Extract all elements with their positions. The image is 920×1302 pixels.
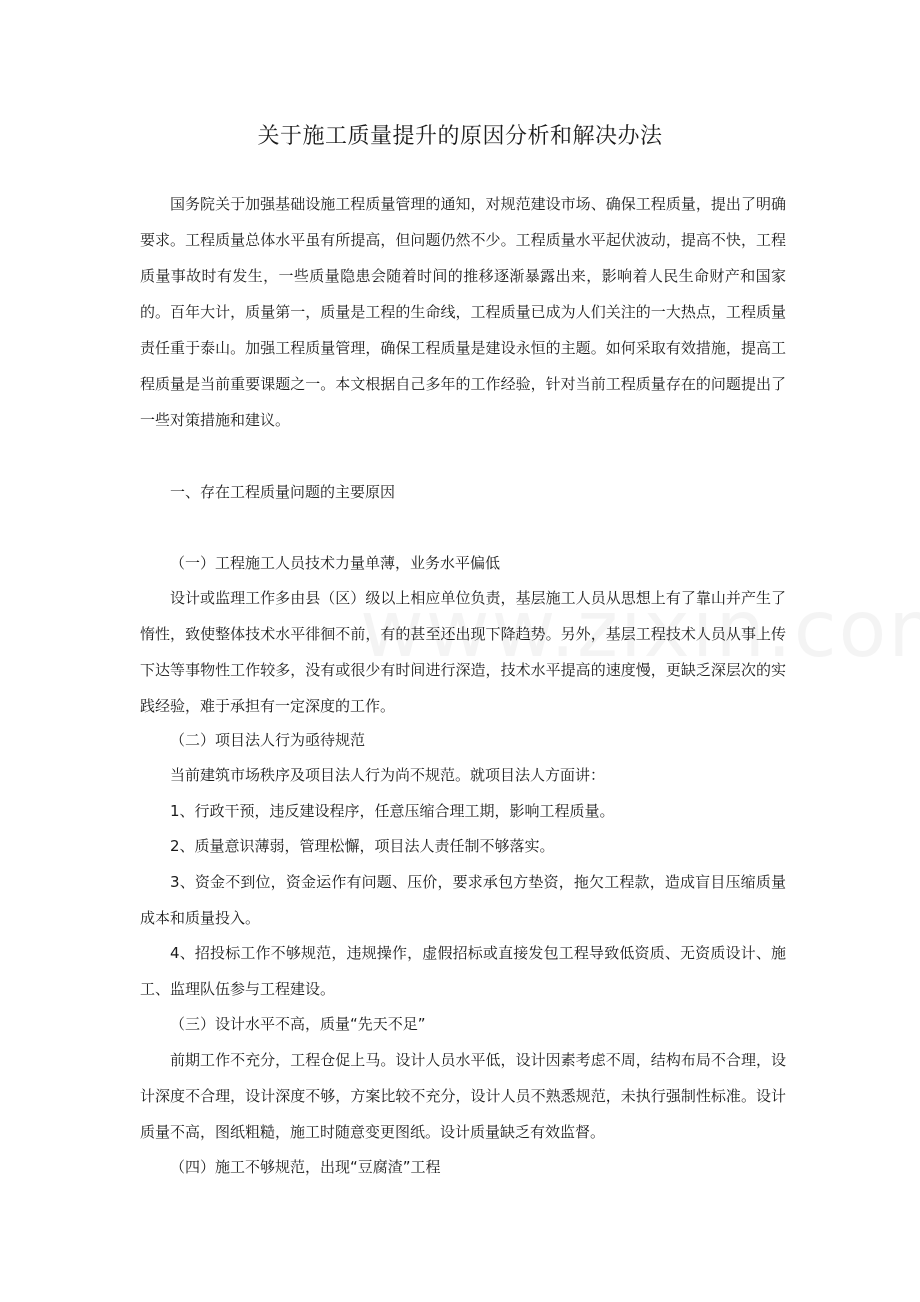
list-item-1: 1、行政干预，违反建设程序，任意压缩合理工期，影响工程质量。 xyxy=(170,802,615,820)
subsection-2-text: 当前建筑市场秩序及项目法人行为尚不规范。就项目法人方面讲： xyxy=(170,766,606,784)
intro-paragraph: 国务院关于加强基础设施工程质量管理的通知，对规范建设市场、确保工程质量，提出了明确要求。工程质量总体水平虽有所提高，但问题仍然不少。工程质量水平起伏波动，提高不快，工程质量事故时有发生，一些质量隐患会随着时间的推移逐渐暴露出来，影响着人民生命财产和国家的。百年大计，质量第一，质量是工程的生命线，工程质量已成为人们关注的一大热点，工程质量责任重于泰山。加强工程质量管理，确保工程质量是建设永恒的主题。如何采取有效措施，提高工程质量是当前重要课题之一。本文根据自己多年的工作经验，针对当前工程质量存在的问题提出了一些对策措施和建议。 xyxy=(140,195,786,429)
subsection-1-text: 设计或监理工作多由县（区）级以上相应单位负责，基层施工人员从思想上有了靠山并产生了惰性，致使整体技术水平徘徊不前，有的甚至还出现下降趋势。另外，基层工程技术人员从事上传下达等事物性工作较多，没有或很少有时间进行深造，技术水平提高的速度慢，更缺乏深层次的实践经验，难于承担有一定深度的工作。 xyxy=(140,589,786,715)
subsection-heading-3: （三）设计水平不高，质量“先天不足” xyxy=(170,1015,426,1033)
subsection-3-text: 前期工作不充分，工程仓促上马。设计人员水平低，设计因素考虑不周，结构布局不合理，设计深度不合理，设计深度不够，方案比较不充分，设计人员不熟悉规范，未执行强制性标准。设计质量不高，图纸粗糙，施工时随意变更图纸。设计质量缺乏有效监督。 xyxy=(140,1051,786,1141)
document-title: 关于施工质量提升的原因分析和解决办法 xyxy=(257,124,663,149)
subsection-heading-4: （四）施工不够规范，出现“豆腐渣”工程 xyxy=(170,1158,441,1176)
section-heading-1: 一、存在工程质量问题的主要原因 xyxy=(170,483,396,501)
subsection-heading-1: （一）工程施工人员技术力量单薄，业务水平偏低 xyxy=(170,554,501,572)
subsection-heading-2: （二）项目法人行为亟待规范 xyxy=(170,731,366,749)
list-item-4: 4、招投标工作不够规范，违规操作，虚假招标或直接发包工程导致低资质、无资质设计、施工、监理队伍参与工程建设。 xyxy=(140,944,786,998)
list-item-3: 3、资金不到位，资金运作有问题、压价，要求承包方垫资，拖欠工程款，造成盲目压缩质量成本和质量投入。 xyxy=(140,873,786,927)
list-item-2: 2、质量意识薄弱，管理松懈，项目法人责任制不够落实。 xyxy=(170,837,555,855)
